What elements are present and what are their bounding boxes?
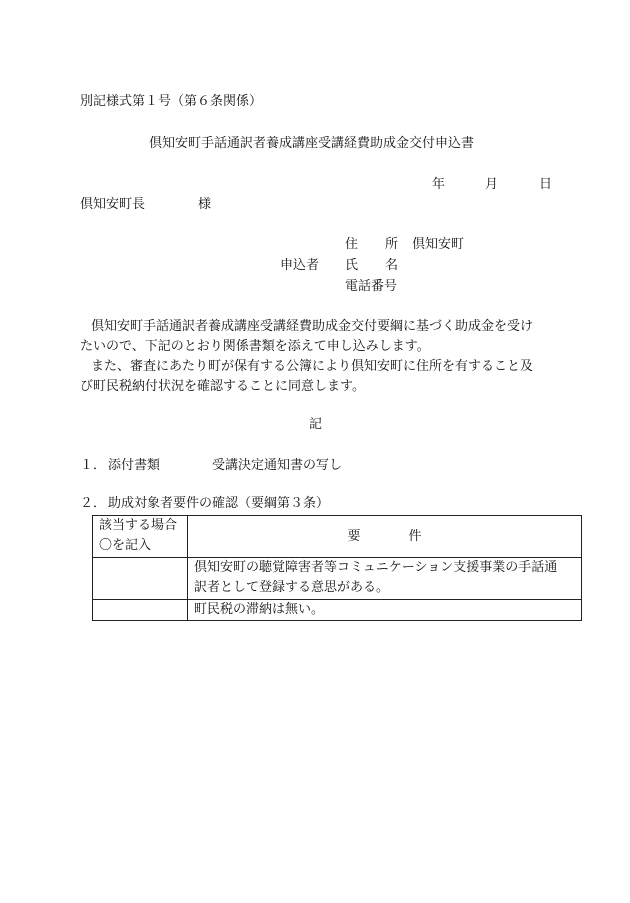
paragraph1-line2: たいので、下記のとおり関係書類を添えて申し込みします。 (80, 339, 430, 354)
header-applicable-cell (93, 516, 188, 558)
address-value: 倶知安町 (412, 237, 465, 252)
requirement-1-line2: 訳者として登録する意思がある。 (194, 580, 390, 595)
mark-cell-1[interactable] (93, 558, 188, 600)
table-header-row (93, 516, 582, 558)
table-row (93, 600, 582, 621)
document-title: 倶知安町手話通訳者養成講座受講経費助成金交付申込書 (149, 136, 475, 151)
date-month-label: 月 (485, 177, 499, 192)
date-year-label: 年 (432, 177, 446, 192)
section2-number: ２． (80, 496, 107, 511)
section2-label: 助成対象者要件の確認（要綱第３条） (108, 496, 330, 511)
header-applicable-line1: 該当する場合 (99, 518, 178, 533)
section1-number: １． (80, 458, 107, 473)
header-requirements-part1: 要 (347, 528, 361, 544)
name-label-part2: 名 (385, 258, 399, 273)
requirement-cell-1 (188, 558, 582, 600)
section1-value: 受講決定通知書の写し (212, 458, 343, 473)
requirements-table (92, 515, 582, 621)
phone-label: 電話番号 (345, 279, 398, 294)
header-applicable-line2: 〇を記入 (99, 538, 152, 553)
address-label-part1: 住 (345, 237, 359, 252)
paragraph2-line2: び町民税納付状況を確認することに同意します。 (80, 379, 365, 394)
form-number: 別記様式第１号（第６条関係） (80, 94, 263, 109)
addressee-honorific: 様 (198, 197, 212, 212)
addressee-name: 倶知安町長 (80, 197, 146, 212)
name-label-part1: 氏 (345, 258, 359, 273)
mark-cell-2[interactable] (93, 600, 188, 621)
requirement-1-line1: 倶知安町の聴覚障害者等コミュニケーション支援事業の手話通 (194, 560, 558, 575)
header-requirements-part2: 件 (408, 528, 422, 544)
requirement-2-line1: 町民税の滞納は無い。 (194, 602, 325, 617)
table-row (93, 558, 582, 600)
date-day-label: 日 (539, 177, 553, 192)
paragraph2-line1: また、審査にあたり町が保有する公簿により倶知安町に住所を有すること及 (91, 359, 534, 374)
requirement-cell-2 (188, 600, 582, 621)
ki-heading: 記 (309, 417, 323, 432)
section1-label: 添付書類 (108, 458, 161, 473)
header-requirements-cell (188, 516, 582, 558)
applicant-group-label: 申込者 (280, 258, 320, 273)
paragraph1-line1: 倶知安町手話通訳者養成講座受講経費助成金交付要綱に基づく助成金を受け (91, 319, 534, 334)
address-label-part2: 所 (385, 237, 399, 252)
